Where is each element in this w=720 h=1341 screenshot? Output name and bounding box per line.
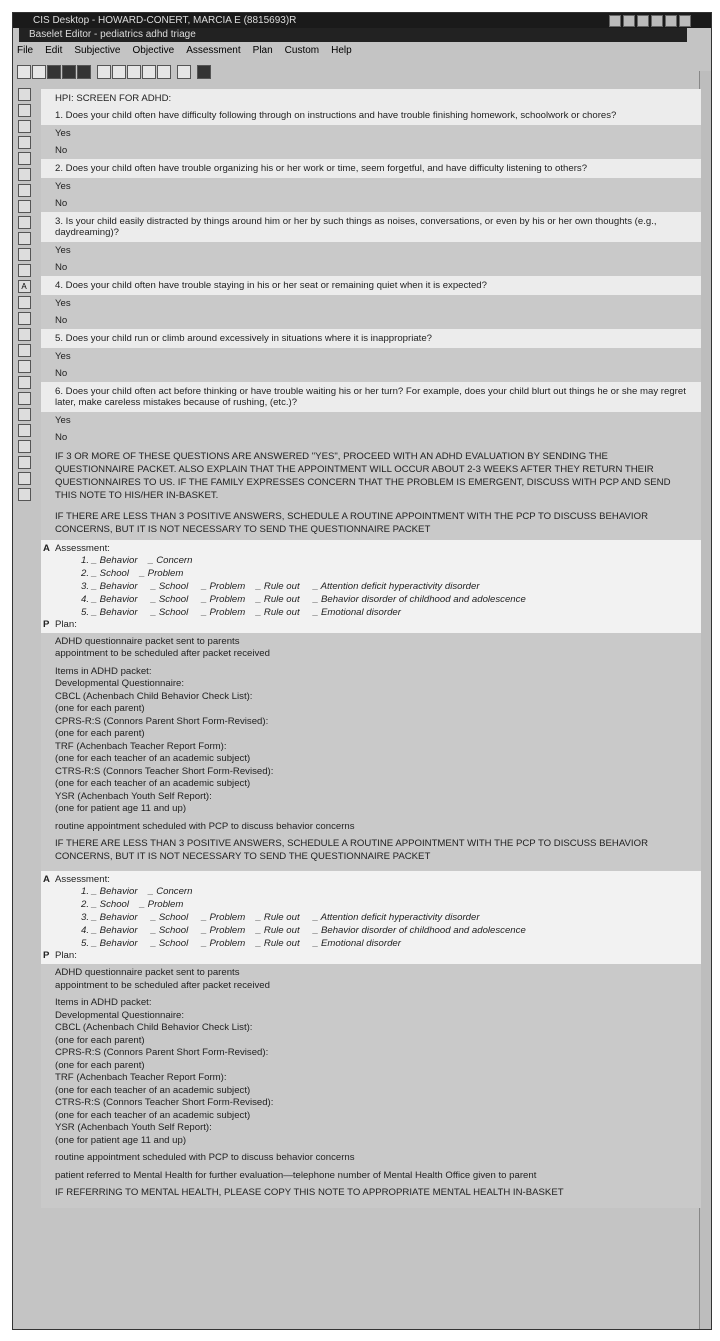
side-tool-button[interactable] xyxy=(18,360,31,373)
instruction-no-repeat: IF THERE ARE LESS THAN 3 POSITIVE ANSWERS, SCHEDULE A ROUTINE APPOINTMENT WITH THE PCP TO DISCUSS BEHAVIOR CONCERNS, BUT IT IS NOT NECESSARY TO SEND THE QUESTIONNAIRE PACKET xyxy=(55,838,648,862)
plan-item[interactable]: ADHD questionnaire packet sent to parents appointment to be scheduled after packet received xyxy=(55,635,270,659)
toolbar-button[interactable] xyxy=(142,65,156,79)
assessment-letter: A xyxy=(43,542,50,554)
minimize-button[interactable] xyxy=(679,15,691,27)
side-tool-button[interactable] xyxy=(18,232,31,245)
plan-section xyxy=(41,964,701,1208)
toolbar-button[interactable] xyxy=(47,65,61,79)
side-tool-button[interactable] xyxy=(18,440,31,453)
assessment-line[interactable]: 1. _ Behavior _ Concern xyxy=(81,886,193,897)
side-tool-button[interactable] xyxy=(18,88,31,101)
menu-bar xyxy=(13,43,352,59)
editor-title-bar xyxy=(19,28,687,42)
menu-file[interactable]: File xyxy=(17,45,34,56)
question-5: 5. Does your child run or climb around excessively in situations where it is inappropriate? xyxy=(41,329,701,348)
assessment-line[interactable]: 4. _ Behavior _ School _ Problem _ Rule out _ Behavior disorder of childhood and adolescence xyxy=(81,925,526,936)
menu-help[interactable]: Help xyxy=(331,45,352,56)
side-tool-button[interactable] xyxy=(18,248,31,261)
plan-item[interactable]: Items in ADHD packet: Developmental Questionnaire: CBCL (Achenbach Child Behavior Check List): (one for each parent) CPRS-R:S (Connors Parent Short Form-Revised): (one for each parent) TRF (Achenbach Teacher Report Form): (one for each teacher of an academic subject) CTRS-R:S (Connors Teacher Short Form-Revised): (one for each teacher of an academic subject) YSR (Achenbach Youth Self Report): (one for patient age 11 and up) xyxy=(55,997,274,1146)
assessment-line[interactable]: 2. _ School _ Problem xyxy=(81,567,184,579)
answer-no[interactable]: No xyxy=(41,195,701,212)
toolbar-button[interactable] xyxy=(177,65,191,79)
toolbar-button[interactable] xyxy=(77,65,91,79)
assessment-section xyxy=(41,871,701,964)
menu-edit[interactable]: Edit xyxy=(45,45,63,56)
side-tool-button[interactable] xyxy=(18,344,31,357)
toolbar-button[interactable] xyxy=(609,15,621,27)
assessment-line[interactable]: 4. _ Behavior _ School _ Problem _ Rule out _ Behavior disorder of childhood and adolescence xyxy=(81,593,526,605)
side-tool-button[interactable] xyxy=(18,264,31,277)
toolbar-button[interactable] xyxy=(637,15,649,27)
assessment-header xyxy=(43,543,701,554)
assessment-label: Assessment: xyxy=(55,542,110,554)
answer-no[interactable]: No xyxy=(41,259,701,276)
side-tool-button[interactable]: A xyxy=(18,280,31,293)
question-1: 1. Does your child often have difficulty following through on instructions and have trouble finishing homework, schoolwork or chores? xyxy=(41,106,701,125)
plan-section xyxy=(41,633,701,872)
plan-item[interactable]: routine appointment scheduled with PCP to discuss behavior concerns xyxy=(55,1152,355,1163)
plan-letter: P xyxy=(43,618,50,630)
plan-item[interactable]: routine appointment scheduled with PCP to discuss behavior concerns xyxy=(55,820,355,832)
toolbar xyxy=(17,65,211,79)
question-2: 2. Does your child often have trouble organizing his or her work or time, seem forgetful, and have difficulty listening to others? xyxy=(41,159,701,178)
answer-no[interactable]: No xyxy=(41,312,701,329)
assessment-line[interactable]: 2. _ School _ Problem xyxy=(81,899,184,910)
toolbar-button[interactable] xyxy=(623,15,635,27)
assessment-section xyxy=(41,540,701,633)
answer-no[interactable]: No xyxy=(41,365,701,382)
side-tool-button[interactable] xyxy=(18,104,31,117)
toolbar-button[interactable] xyxy=(17,65,31,79)
assessment-letter: A xyxy=(43,874,50,885)
side-tool-button[interactable] xyxy=(18,184,31,197)
plan-letter: P xyxy=(43,950,50,961)
editor-title: Baselet Editor - pediatrics adhd triage xyxy=(29,29,196,40)
side-tool-button[interactable] xyxy=(18,424,31,437)
side-tool-button[interactable] xyxy=(18,296,31,309)
side-tool-button[interactable] xyxy=(18,120,31,133)
side-tool-button[interactable] xyxy=(18,168,31,181)
side-tool-button[interactable] xyxy=(18,312,31,325)
toolbar-button[interactable] xyxy=(32,65,46,79)
window-controls xyxy=(609,15,691,27)
answer-yes[interactable]: Yes xyxy=(41,178,701,195)
plan-label: Plan: xyxy=(55,950,77,961)
app-window xyxy=(12,12,712,1330)
assessment-label: Assessment: xyxy=(55,874,110,885)
answer-yes[interactable]: Yes xyxy=(41,412,701,429)
assessment-line[interactable]: 1. _ Behavior _ Concern xyxy=(81,554,193,566)
side-tool-button[interactable] xyxy=(18,488,31,501)
side-tool-button[interactable] xyxy=(18,136,31,149)
side-tool-button[interactable] xyxy=(18,200,31,213)
toolbar-button[interactable] xyxy=(62,65,76,79)
side-tool-button[interactable] xyxy=(18,472,31,485)
side-tool-button[interactable] xyxy=(18,216,31,229)
question-3: 3. Is your child easily distracted by things around him or her by such things as noises, conversations, or even by his or her own thoughts (e.g., daydreaming)? xyxy=(41,212,701,242)
side-tool-button[interactable] xyxy=(18,408,31,421)
plan-item[interactable]: patient referred to Mental Health for further evaluation—telephone number of Mental Health Office given to parent xyxy=(55,1169,537,1181)
question-6: 6. Does your child often act before thinking or have trouble waiting his or her turn? For example, does your child blurt out things he or she may regret later, make careless mistakes because of rushing, (etc.)? xyxy=(41,382,701,412)
side-tool-button[interactable] xyxy=(18,456,31,469)
plan-header xyxy=(43,619,701,630)
question-4: 4. Does your child often have trouble staying in his or her seat or remaining quiet when it is expected? xyxy=(41,276,701,295)
menu-subjective[interactable]: Subjective xyxy=(74,45,121,56)
assessment-line[interactable]: 5. _ Behavior _ School _ Problem _ Rule out _ Emotional disorder xyxy=(81,606,401,618)
menu-objective[interactable]: Objective xyxy=(132,45,175,56)
toolbar-button[interactable] xyxy=(651,15,663,27)
toolbar-button[interactable] xyxy=(127,65,141,79)
side-tool-button[interactable] xyxy=(18,392,31,405)
plan-item[interactable]: ADHD questionnaire packet sent to parents appointment to be scheduled after packet received xyxy=(55,967,270,991)
final-instruction: IF REFERRING TO MENTAL HEALTH, PLEASE COPY THIS NOTE TO APPROPRIATE MENTAL HEALTH IN-BASKET xyxy=(55,1187,564,1198)
instruction-no: IF THERE ARE LESS THAN 3 POSITIVE ANSWERS, SCHEDULE A ROUTINE APPOINTMENT WITH THE PCP TO DISCUSS BEHAVIOR CONCERNS, BUT IT IS NOT NECESSARY TO SEND THE QUESTIONNAIRE PACKET xyxy=(41,506,701,540)
side-toolbar xyxy=(15,88,33,501)
assessment-header xyxy=(43,874,701,885)
toolbar-button[interactable] xyxy=(97,65,111,79)
side-tool-button[interactable] xyxy=(18,328,31,341)
answer-yes[interactable]: Yes xyxy=(41,348,701,365)
assessment-line[interactable]: 3. _ Behavior _ School _ Problem _ Rule out _ Attention deficit hyperactivity disorder xyxy=(81,580,480,592)
toolbar-button[interactable] xyxy=(665,15,677,27)
answer-yes[interactable]: Yes xyxy=(41,242,701,259)
plan-item[interactable]: Items in ADHD packet: Developmental Questionnaire: CBCL (Achenbach Child Behavior Check List): (one for each parent) CPRS-R:S (Connors Parent Short Form-Revised): (one for each parent) TRF (Achenbach Teacher Report Form): (one for each teacher of an academic subject) CTRS-R:S (Connors Teacher Short Form-Revised): (one for each teacher of an academic subject) YSR (Achenbach Youth Self Report): (one for patient age 11 and up) xyxy=(55,665,274,814)
assessment-line[interactable]: 5. _ Behavior _ School _ Problem _ Rule out _ Emotional disorder xyxy=(81,938,401,949)
note-content xyxy=(41,89,701,1208)
menu-assessment[interactable]: Assessment xyxy=(186,45,241,56)
hpi-header: HPI: SCREEN FOR ADHD: xyxy=(41,89,701,106)
side-tool-button[interactable] xyxy=(18,376,31,389)
answer-yes[interactable]: Yes xyxy=(41,125,701,142)
window-title: CIS Desktop - HOWARD-CONERT, MARCIA E (8815693)R xyxy=(33,15,297,26)
toolbar-button[interactable] xyxy=(197,65,211,79)
toolbar-button[interactable] xyxy=(157,65,171,79)
title-bar xyxy=(13,13,711,28)
plan-label: Plan: xyxy=(55,618,77,630)
answer-yes[interactable]: Yes xyxy=(41,295,701,312)
answer-no[interactable]: No xyxy=(41,429,701,446)
menu-custom[interactable]: Custom xyxy=(284,45,320,56)
side-tool-button[interactable] xyxy=(18,152,31,165)
answer-no[interactable]: No xyxy=(41,142,701,159)
instruction-yes: IF 3 OR MORE OF THESE QUESTIONS ARE ANSWERED "YES", PROCEED WITH AN ADHD EVALUATION BY SENDING THE QUESTIONNAIRE PACKET. ALSO EXPLAIN THAT THE APPOINTMENT WILL OCCUR ABOUT 2-3 WEEKS AFTER THEY RETURN THEIR QUESTIONNAIRES TO US. IF THE FAMILY EXPRESSES CONCERN THAT THE PROBLEM IS EMERGENT, DISCUSS WITH PCP AND SEND THIS NOTE TO HIS/HER IN-BASKET. xyxy=(41,446,701,506)
plan-header xyxy=(43,950,701,961)
menu-plan[interactable]: Plan xyxy=(252,45,273,56)
toolbar-button[interactable] xyxy=(112,65,126,79)
assessment-line[interactable]: 3. _ Behavior _ School _ Problem _ Rule out _ Attention deficit hyperactivity disorder xyxy=(81,912,480,923)
